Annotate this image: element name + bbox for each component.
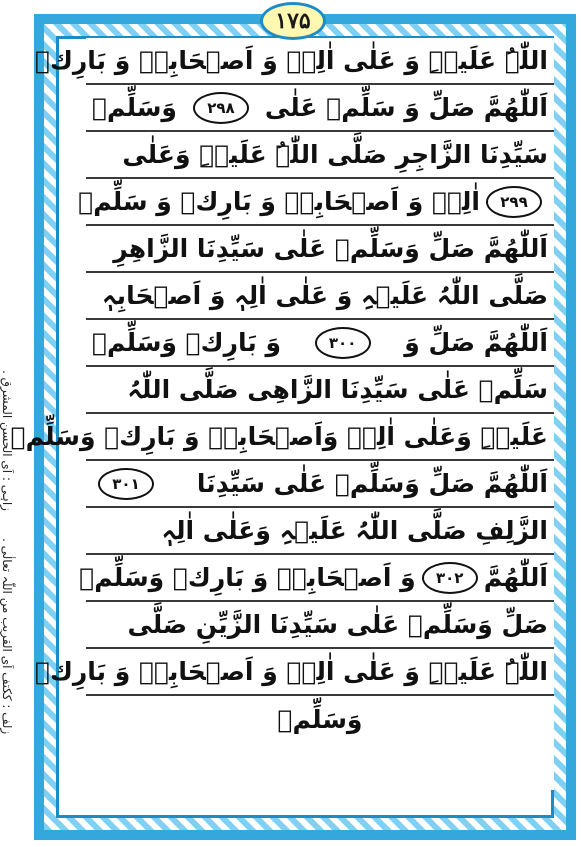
verse-line <box>86 461 554 508</box>
verse-number-marker: ۲۹۸ <box>193 92 249 124</box>
verse-number-marker: ۳۰۱ <box>98 468 154 500</box>
verse-text: عَلَیۡہِ وَعَلٰی اٰلِہٖ وَاَصۡحَابِہٖ وَ بَارِكۡ وَسَلِّمۡ <box>10 422 548 451</box>
verse-text: وَسَلِّمۡ <box>277 705 363 734</box>
verse-line <box>86 367 554 414</box>
verse-text: اللّٰہُ عَلَیۡہِ وَ عَلٰی اٰلِہٖ وَ اَصۡحَابِہٖ وَ بَارِكۡ <box>34 46 548 75</box>
verse-line <box>86 696 554 743</box>
verse-text: سَلِّمۡ عَلٰی سَیِّدِنَا الزَّاھِی صَلَّی اللّٰہُ <box>127 375 548 404</box>
verse-line <box>86 132 554 179</box>
verse-number-marker: ۳۰۲ <box>422 562 478 594</box>
verse-text-right: اَللّٰھُمَّ صَلِّ وَ <box>404 328 548 357</box>
verse-text-left: اٰلِہٖ وَ اَصۡحَابِہٖ وَ بَارِكۡ وَ سَلِّمۡ <box>78 187 480 216</box>
page-number: ۱۷۵ <box>260 2 326 40</box>
verse-text: الزَّلِفِ صَلَّی اللّٰہُ عَلَیۡہِ وَعَلٰی اٰلِہٖ <box>161 516 548 545</box>
verse-text-left: وَ اَصۡحَابِہٖ وَ بَارِكۡ وَسَلِّمۡ <box>79 563 416 592</box>
verse-line <box>34 649 554 696</box>
verse-line <box>86 320 554 367</box>
text-block <box>10 38 554 790</box>
verse-text-right: اَللّٰھُمَّ صَلِّ وَسَلِّمۡ عَلٰی سَیِّدِنَا <box>196 469 548 498</box>
verse-text: اللّٰہُ عَلَیۡہِ وَ عَلٰی اٰلِہٖ وَ اَصۡحَابِہٖ وَ بَارِكۡ <box>34 657 548 686</box>
verse-text-left: وَسَلِّمۡ <box>92 93 177 122</box>
verse-text: صَلِّ وَسَلِّمۡ عَلٰی سَیِّدِنَا الزَّیِّنِ صَلَّی <box>127 610 548 639</box>
verse-line <box>86 273 554 320</box>
verse-text-right: اَللّٰھُمَّ صَلِّ وَ سَلِّمۡ عَلٰی <box>264 93 548 122</box>
verse-text-right: اَللّٰھُمَّ <box>483 563 548 592</box>
verse-text: اَللّٰھُمَّ صَلِّ وَسَلِّمۡ عَلٰی سَیِّدِنَا الزَّاھِرِ <box>113 234 548 263</box>
side-note-zahi: زاہی : اَی الحسن المشرِق . <box>0 370 14 511</box>
verse-line <box>79 555 554 602</box>
verse-line <box>78 179 554 226</box>
verse-line <box>10 414 554 461</box>
verse-line <box>86 85 554 132</box>
verse-number-marker: ۲۹۹ <box>486 186 542 218</box>
verse-text: سَیِّدِنَا الزَّاجِرِ صَلَّی اللّٰہُ عَلَیۡہِ وَعَلٰی <box>122 140 548 169</box>
verse-line <box>34 38 554 85</box>
side-note-zalif: زلف : ککتف اَی القریب من اللّٰہ تعالٰی . <box>0 538 14 735</box>
side-notes <box>0 370 28 840</box>
verse-text: صَلَّی اللّٰہُ عَلَیۡہِ وَ عَلٰی اٰلِہٖ وَ اَصۡحَابِہٖ <box>102 281 548 310</box>
verse-line <box>86 226 554 273</box>
verse-line <box>86 508 554 555</box>
verse-text-left: وَ بَارِكۡ وَسَلِّمۡ <box>92 328 281 357</box>
verse-number-marker: ۳۰۰ <box>315 327 371 359</box>
verse-line <box>86 602 554 649</box>
